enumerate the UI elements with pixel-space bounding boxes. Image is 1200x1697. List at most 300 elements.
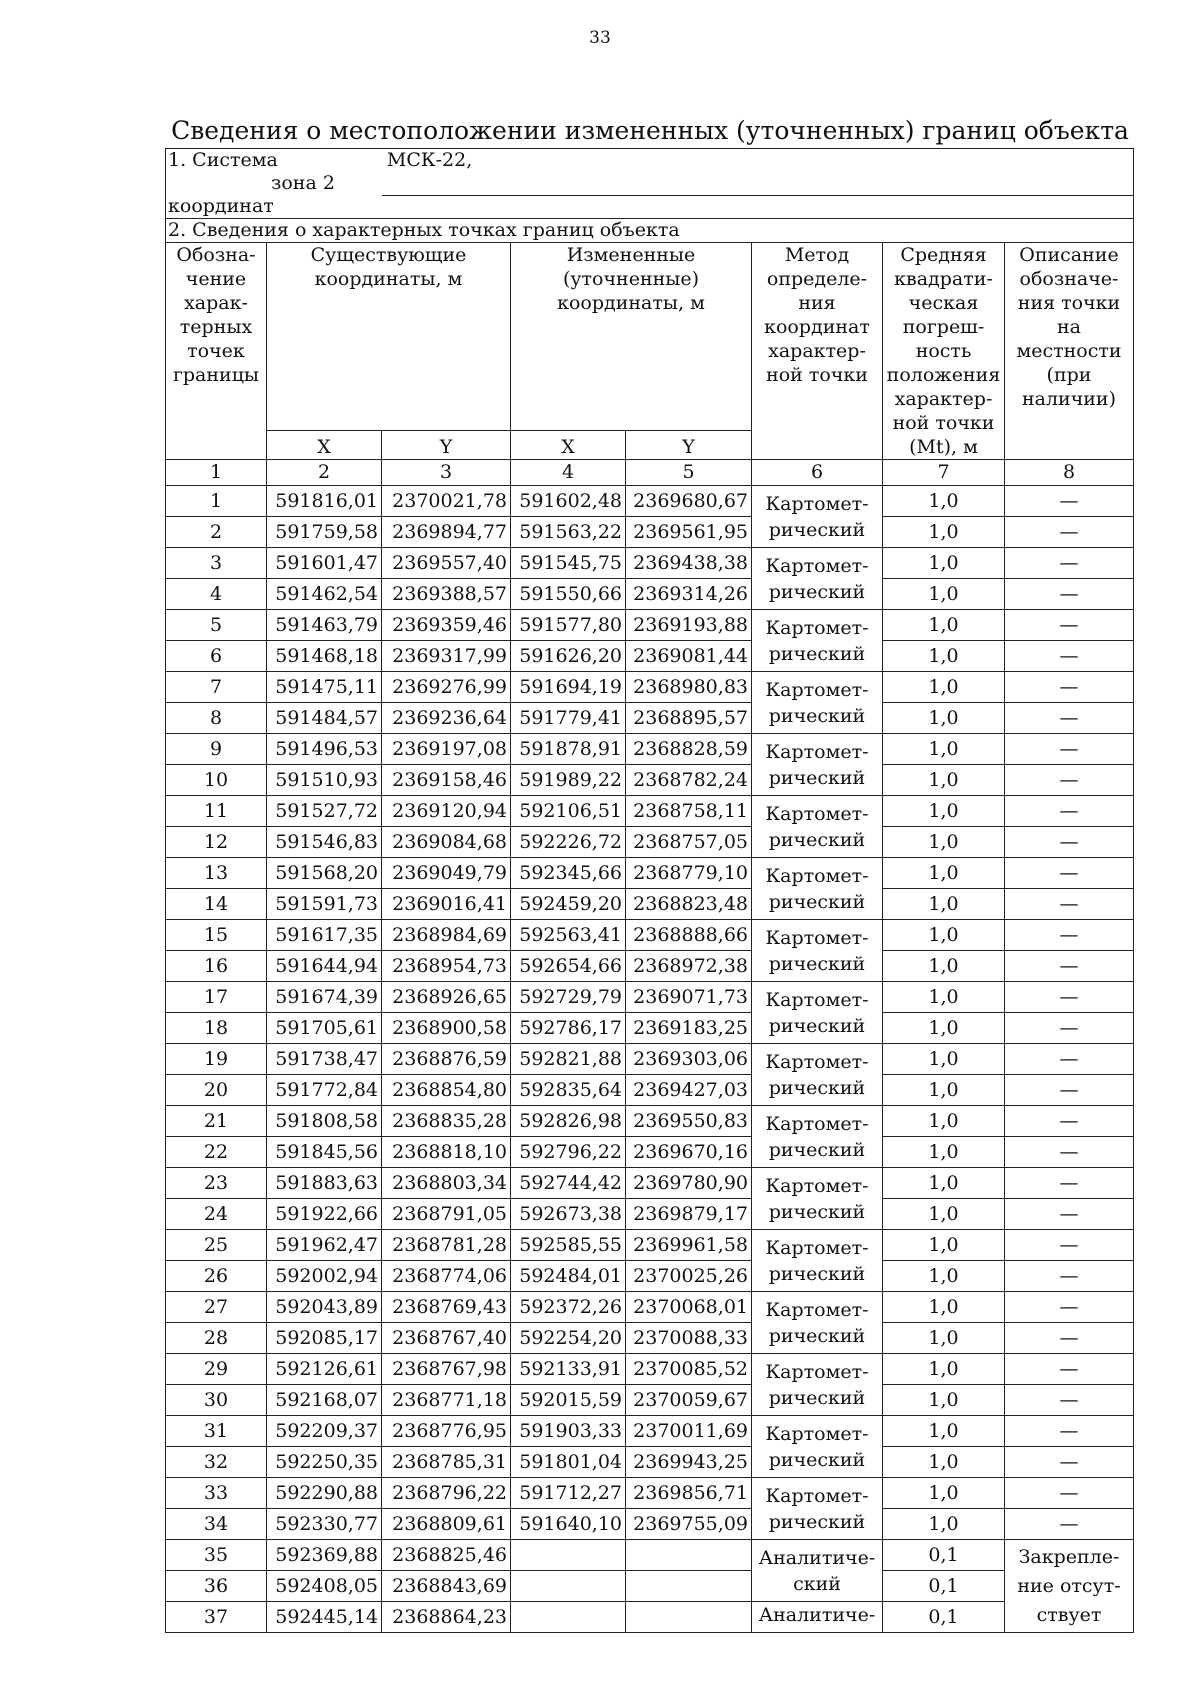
header-x-existing: X xyxy=(267,431,382,460)
table-row xyxy=(166,1509,1134,1540)
column-number: 6 xyxy=(752,460,883,486)
mean-error-value: 1,0 xyxy=(883,889,1005,920)
changed-y: 2369183,25 xyxy=(626,1013,752,1044)
method-cell xyxy=(752,858,883,920)
mean-error-value: 1,0 xyxy=(883,517,1005,548)
description-dash: — xyxy=(1005,1385,1134,1416)
changed-y: 2368895,57 xyxy=(626,703,752,734)
point-number: 26 xyxy=(166,1261,267,1292)
changed-y xyxy=(626,1571,752,1602)
method-line-1: Картомет- xyxy=(765,740,869,763)
changed-y: 2369943,25 xyxy=(626,1447,752,1478)
point-number: 34 xyxy=(166,1509,267,1540)
changed-x: 592484,01 xyxy=(511,1261,626,1292)
point-number: 27 xyxy=(166,1292,267,1323)
changed-x: 591545,75 xyxy=(511,548,626,579)
point-number: 25 xyxy=(166,1230,267,1261)
existing-y: 2368843,69 xyxy=(382,1571,511,1602)
mean-error-value: 1,0 xyxy=(883,1106,1005,1137)
changed-x: 591694,19 xyxy=(511,672,626,703)
table-row xyxy=(166,1385,1134,1416)
existing-y: 2368984,69 xyxy=(382,920,511,951)
existing-y: 2369276,99 xyxy=(382,672,511,703)
method-line-1: Картомет- xyxy=(765,864,869,887)
mean-error-value: 1,0 xyxy=(883,610,1005,641)
existing-x: 591705,61 xyxy=(267,1013,382,1044)
changed-y: 2370085,52 xyxy=(626,1354,752,1385)
method-cell xyxy=(752,1478,883,1540)
changed-x: 592372,26 xyxy=(511,1292,626,1323)
method-line-2: рический xyxy=(768,1386,866,1409)
changed-y: 2369961,58 xyxy=(626,1230,752,1261)
method-cell xyxy=(752,1230,883,1292)
method-line-2: рический xyxy=(768,828,866,851)
point-number: 13 xyxy=(166,858,267,889)
method-line-1: Картомет- xyxy=(765,1298,869,1321)
existing-x: 591475,11 xyxy=(267,672,382,703)
changed-y: 2369561,95 xyxy=(626,517,752,548)
method-line-2: ский xyxy=(793,1572,841,1595)
changed-x: 591801,04 xyxy=(511,1447,626,1478)
changed-x: 592563,41 xyxy=(511,920,626,951)
point-number: 19 xyxy=(166,1044,267,1075)
changed-x: 592133,91 xyxy=(511,1354,626,1385)
existing-y: 2368900,58 xyxy=(382,1013,511,1044)
method-line-2: рический xyxy=(768,580,866,603)
method-cell xyxy=(752,982,883,1044)
existing-x: 592209,37 xyxy=(267,1416,382,1447)
description-dash: — xyxy=(1005,982,1134,1013)
description-dash: — xyxy=(1005,734,1134,765)
changed-y: 2368972,38 xyxy=(626,951,752,982)
table-row xyxy=(166,1602,1134,1633)
mean-error-value: 1,0 xyxy=(883,1230,1005,1261)
table-row xyxy=(166,1292,1134,1323)
existing-x: 592330,77 xyxy=(267,1509,382,1540)
changed-y: 2369071,73 xyxy=(626,982,752,1013)
method-line-1: Картомет- xyxy=(765,1360,869,1383)
changed-x: 592654,66 xyxy=(511,951,626,982)
method-line-1: Аналитиче- xyxy=(758,1604,876,1626)
table-row xyxy=(166,982,1134,1013)
mean-error-value: 1,0 xyxy=(883,765,1005,796)
description-dash: — xyxy=(1005,796,1134,827)
changed-y: 2370068,01 xyxy=(626,1292,752,1323)
changed-y: 2369303,06 xyxy=(626,1044,752,1075)
point-number: 6 xyxy=(166,641,267,672)
existing-y: 2368825,46 xyxy=(382,1540,511,1571)
column-number: 5 xyxy=(626,460,752,486)
header-changed-coords: Измененные (уточненные) координаты, м xyxy=(511,243,752,431)
method-line-2: рический xyxy=(768,1324,866,1347)
method-line-2: рический xyxy=(768,1262,866,1285)
description-dash: — xyxy=(1005,827,1134,858)
mean-error-value: 1,0 xyxy=(883,1323,1005,1354)
table-row xyxy=(166,951,1134,982)
description-dash: — xyxy=(1005,1354,1134,1385)
changed-x: 592826,98 xyxy=(511,1106,626,1137)
changed-x xyxy=(511,1540,626,1571)
changed-y xyxy=(626,1602,752,1633)
point-number: 2 xyxy=(166,517,267,548)
method-cell xyxy=(752,610,883,672)
changed-y: 2368782,24 xyxy=(626,765,752,796)
existing-y: 2368796,22 xyxy=(382,1478,511,1509)
changed-x: 592254,20 xyxy=(511,1323,626,1354)
point-number: 23 xyxy=(166,1168,267,1199)
mean-error-value: 1,0 xyxy=(883,1354,1005,1385)
table-row xyxy=(166,703,1134,734)
description-dash: — xyxy=(1005,1013,1134,1044)
mean-error-value: 0,1 xyxy=(883,1540,1005,1571)
existing-y: 2370021,78 xyxy=(382,486,511,517)
changed-x: 591550,66 xyxy=(511,579,626,610)
point-number: 18 xyxy=(166,1013,267,1044)
changed-y: 2369427,03 xyxy=(626,1075,752,1106)
table-row xyxy=(166,858,1134,889)
description-dash: — xyxy=(1005,765,1134,796)
point-number: 17 xyxy=(166,982,267,1013)
method-cell xyxy=(752,1292,883,1354)
changed-y: 2368758,11 xyxy=(626,796,752,827)
changed-y: 2368828,59 xyxy=(626,734,752,765)
method-line-2: рический xyxy=(768,952,866,975)
boundary-points-table xyxy=(165,148,1134,1633)
point-number: 4 xyxy=(166,579,267,610)
existing-x: 591468,18 xyxy=(267,641,382,672)
mean-error-value: 1,0 xyxy=(883,920,1005,951)
description-dash: — xyxy=(1005,1168,1134,1199)
mean-error-value: 1,0 xyxy=(883,672,1005,703)
existing-y: 2368771,18 xyxy=(382,1385,511,1416)
point-number: 22 xyxy=(166,1137,267,1168)
existing-x: 591601,47 xyxy=(267,548,382,579)
changed-x: 591712,27 xyxy=(511,1478,626,1509)
header-x-changed: X xyxy=(511,431,626,460)
method-line-2: рический xyxy=(768,1014,866,1037)
method-cell xyxy=(752,796,883,858)
mean-error-value: 0,1 xyxy=(883,1571,1005,1602)
description-dash: — xyxy=(1005,486,1134,517)
existing-x: 592043,89 xyxy=(267,1292,382,1323)
column-number: 4 xyxy=(511,460,626,486)
header-y-existing: Y xyxy=(382,431,511,460)
mean-error-value: 1,0 xyxy=(883,1013,1005,1044)
point-number: 37 xyxy=(166,1602,267,1633)
table-row xyxy=(166,1199,1134,1230)
changed-x: 592835,64 xyxy=(511,1075,626,1106)
description-dash: — xyxy=(1005,1323,1134,1354)
existing-x: 591484,57 xyxy=(267,703,382,734)
table-row xyxy=(166,920,1134,951)
header-method: Метод определе- ния координат характер- ной точки xyxy=(752,243,883,460)
description-dash: — xyxy=(1005,951,1134,982)
description-dash: — xyxy=(1005,1044,1134,1075)
existing-x: 591922,66 xyxy=(267,1199,382,1230)
mean-error-value: 0,1 xyxy=(883,1602,1005,1633)
table-row xyxy=(166,1261,1134,1292)
mean-error-value: 1,0 xyxy=(883,1447,1005,1478)
method-cell xyxy=(752,1354,883,1416)
mean-error-value: 1,0 xyxy=(883,982,1005,1013)
column-number: 3 xyxy=(382,460,511,486)
changed-y: 2369780,90 xyxy=(626,1168,752,1199)
header-mean-error: Средняя квадрати- ческая погреш- ность положения характер- ной точки (Mt), м xyxy=(883,243,1005,460)
table-row xyxy=(166,486,1134,517)
table-row xyxy=(166,548,1134,579)
point-number: 5 xyxy=(166,610,267,641)
changed-x: 591626,20 xyxy=(511,641,626,672)
point-number: 29 xyxy=(166,1354,267,1385)
description-dash: — xyxy=(1005,1106,1134,1137)
existing-y: 2369388,57 xyxy=(382,579,511,610)
table-row xyxy=(166,1416,1134,1447)
existing-x: 591674,39 xyxy=(267,982,382,1013)
mean-error-value: 1,0 xyxy=(883,1385,1005,1416)
section2-title: 2. Сведения о характерных точках границ объекта xyxy=(166,219,1134,243)
method-line-1: Картомет- xyxy=(765,988,869,1011)
existing-y: 2369120,94 xyxy=(382,796,511,827)
mean-error-value: 1,0 xyxy=(883,827,1005,858)
existing-y: 2369197,08 xyxy=(382,734,511,765)
header-y-changed: Y xyxy=(626,431,752,460)
description-dash: — xyxy=(1005,858,1134,889)
changed-x: 591878,91 xyxy=(511,734,626,765)
description-dash: — xyxy=(1005,1137,1134,1168)
method-line-1: Картомет- xyxy=(765,616,869,639)
point-number: 8 xyxy=(166,703,267,734)
column-number: 1 xyxy=(166,460,267,486)
mean-error-value: 1,0 xyxy=(883,703,1005,734)
method-cell xyxy=(752,1044,883,1106)
description-dash: — xyxy=(1005,1075,1134,1106)
existing-x: 592369,88 xyxy=(267,1540,382,1571)
mean-error-value: 1,0 xyxy=(883,579,1005,610)
existing-y: 2369236,64 xyxy=(382,703,511,734)
table-row xyxy=(166,1168,1134,1199)
existing-x: 592002,94 xyxy=(267,1261,382,1292)
existing-y: 2369317,99 xyxy=(382,641,511,672)
table-row xyxy=(166,672,1134,703)
table-row xyxy=(166,1540,1134,1571)
changed-x xyxy=(511,1571,626,1602)
existing-y: 2368864,23 xyxy=(382,1602,511,1633)
table-row xyxy=(166,1571,1134,1602)
existing-y: 2369084,68 xyxy=(382,827,511,858)
existing-x: 591644,94 xyxy=(267,951,382,982)
mean-error-value: 1,0 xyxy=(883,1199,1005,1230)
changed-y: 2368980,83 xyxy=(626,672,752,703)
method-line-2: рический xyxy=(768,1510,866,1533)
method-line-2: рический xyxy=(768,642,866,665)
method-cell xyxy=(752,486,883,548)
table-row xyxy=(166,1447,1134,1478)
changed-y: 2368888,66 xyxy=(626,920,752,951)
method-line-1: Аналитиче- xyxy=(758,1546,876,1569)
description-dash: — xyxy=(1005,672,1134,703)
point-number: 1 xyxy=(166,486,267,517)
table-row xyxy=(166,610,1134,641)
column-number: 7 xyxy=(883,460,1005,486)
existing-y: 2368818,10 xyxy=(382,1137,511,1168)
method-line-2: рический xyxy=(768,766,866,789)
existing-x: 592250,35 xyxy=(267,1447,382,1478)
existing-y: 2368791,05 xyxy=(382,1199,511,1230)
changed-x: 592673,38 xyxy=(511,1199,626,1230)
page-number: 33 xyxy=(589,28,611,48)
existing-y: 2369557,40 xyxy=(382,548,511,579)
coord-system-label-2: координат xyxy=(166,195,382,219)
method-line-1: Картомет- xyxy=(765,926,869,949)
existing-y: 2368835,28 xyxy=(382,1106,511,1137)
changed-y: 2369550,83 xyxy=(626,1106,752,1137)
existing-y: 2368876,59 xyxy=(382,1044,511,1075)
table-row xyxy=(166,765,1134,796)
table-row xyxy=(166,1354,1134,1385)
changed-y: 2368823,48 xyxy=(626,889,752,920)
existing-y: 2368767,98 xyxy=(382,1354,511,1385)
changed-y: 2369193,88 xyxy=(626,610,752,641)
document-title: Сведения о местоположении измененных (уточненных) границ объекта xyxy=(171,116,1129,145)
mean-error-value: 1,0 xyxy=(883,1416,1005,1447)
method-line-2: рический xyxy=(768,890,866,913)
changed-y xyxy=(626,1540,752,1571)
changed-x: 591602,48 xyxy=(511,486,626,517)
mean-error-value: 1,0 xyxy=(883,1044,1005,1075)
existing-x: 591546,83 xyxy=(267,827,382,858)
method-line-1: Картомет- xyxy=(765,1050,869,1073)
changed-y: 2370059,67 xyxy=(626,1385,752,1416)
method-line-1: Картомет- xyxy=(765,554,869,577)
existing-y: 2368785,31 xyxy=(382,1447,511,1478)
point-number: 36 xyxy=(166,1571,267,1602)
description-dash: — xyxy=(1005,1509,1134,1540)
existing-x: 592445,14 xyxy=(267,1602,382,1633)
point-number: 3 xyxy=(166,548,267,579)
table-row xyxy=(166,796,1134,827)
point-number: 33 xyxy=(166,1478,267,1509)
mean-error-value: 1,0 xyxy=(883,1509,1005,1540)
point-number: 12 xyxy=(166,827,267,858)
description-dash: — xyxy=(1005,1292,1134,1323)
method-line-2: рический xyxy=(768,518,866,541)
method-line-1: Картомет- xyxy=(765,802,869,825)
mean-error-value: 1,0 xyxy=(883,1292,1005,1323)
header-point-designation: Обозна- чение харак- терных точек границы xyxy=(166,243,267,460)
changed-x: 592729,79 xyxy=(511,982,626,1013)
description-dash: — xyxy=(1005,610,1134,641)
changed-y: 2369670,16 xyxy=(626,1137,752,1168)
table-row xyxy=(166,1075,1134,1106)
existing-y: 2368954,73 xyxy=(382,951,511,982)
mean-error-value: 1,0 xyxy=(883,1168,1005,1199)
point-number: 24 xyxy=(166,1199,267,1230)
existing-y: 2368774,06 xyxy=(382,1261,511,1292)
point-number: 9 xyxy=(166,734,267,765)
table-row xyxy=(166,1230,1134,1261)
existing-x: 591883,63 xyxy=(267,1168,382,1199)
changed-y: 2369755,09 xyxy=(626,1509,752,1540)
changed-x: 591640,10 xyxy=(511,1509,626,1540)
method-cell xyxy=(752,548,883,610)
existing-y: 2368809,61 xyxy=(382,1509,511,1540)
mean-error-value: 1,0 xyxy=(883,1478,1005,1509)
method-cell xyxy=(752,1602,883,1633)
point-number: 11 xyxy=(166,796,267,827)
existing-x: 591962,47 xyxy=(267,1230,382,1261)
description-dash: — xyxy=(1005,1447,1134,1478)
existing-x: 592290,88 xyxy=(267,1478,382,1509)
point-number: 21 xyxy=(166,1106,267,1137)
existing-x: 591510,93 xyxy=(267,765,382,796)
changed-y: 2370088,33 xyxy=(626,1323,752,1354)
description-dash: — xyxy=(1005,548,1134,579)
description-dash: — xyxy=(1005,579,1134,610)
existing-x: 591738,47 xyxy=(267,1044,382,1075)
coord-system-value: МСК-22, зона 2 xyxy=(271,149,473,194)
changed-x: 592744,42 xyxy=(511,1168,626,1199)
changed-x: 592345,66 xyxy=(511,858,626,889)
column-number: 2 xyxy=(267,460,382,486)
point-number: 15 xyxy=(166,920,267,951)
existing-y: 2368781,28 xyxy=(382,1230,511,1261)
point-number: 20 xyxy=(166,1075,267,1106)
existing-x: 591759,58 xyxy=(267,517,382,548)
changed-x: 592821,88 xyxy=(511,1044,626,1075)
table-row xyxy=(166,734,1134,765)
description-dash: — xyxy=(1005,703,1134,734)
method-line-1: Картомет- xyxy=(765,1422,869,1445)
method-cell xyxy=(752,1540,883,1602)
mean-error-value: 1,0 xyxy=(883,1261,1005,1292)
method-cell xyxy=(752,1106,883,1168)
changed-x: 592226,72 xyxy=(511,827,626,858)
method-line-1: Картомет- xyxy=(765,1484,869,1507)
existing-x: 591617,35 xyxy=(267,920,382,951)
changed-x: 592015,59 xyxy=(511,1385,626,1416)
existing-x: 592168,07 xyxy=(267,1385,382,1416)
method-line-1: Картомет- xyxy=(765,492,869,515)
header-existing-coords: Существующие координаты, м xyxy=(267,243,511,431)
existing-x: 591808,58 xyxy=(267,1106,382,1137)
changed-x: 592786,17 xyxy=(511,1013,626,1044)
point-number: 14 xyxy=(166,889,267,920)
changed-y: 2368779,10 xyxy=(626,858,752,889)
method-line-1: Картомет- xyxy=(765,678,869,701)
existing-x: 591568,20 xyxy=(267,858,382,889)
existing-y: 2368854,80 xyxy=(382,1075,511,1106)
table-row xyxy=(166,889,1134,920)
existing-x: 591496,53 xyxy=(267,734,382,765)
existing-y: 2368776,95 xyxy=(382,1416,511,1447)
table-row xyxy=(166,1106,1134,1137)
description-dash: — xyxy=(1005,1416,1134,1447)
header-description: Описание обозначе- ния точки на местности (при наличии) xyxy=(1005,243,1134,460)
mean-error-value: 1,0 xyxy=(883,1075,1005,1106)
changed-x: 592106,51 xyxy=(511,796,626,827)
point-number: 31 xyxy=(166,1416,267,1447)
changed-y: 2369879,17 xyxy=(626,1199,752,1230)
description-dash: — xyxy=(1005,920,1134,951)
method-line-2: рический xyxy=(768,1448,866,1471)
changed-y: 2369680,67 xyxy=(626,486,752,517)
mean-error-value: 1,0 xyxy=(883,548,1005,579)
changed-x: 592459,20 xyxy=(511,889,626,920)
method-line-2: рический xyxy=(768,1076,866,1099)
changed-y: 2369438,38 xyxy=(626,548,752,579)
method-line-1: Картомет- xyxy=(765,1112,869,1135)
coord-system-value-cell xyxy=(382,149,1134,196)
